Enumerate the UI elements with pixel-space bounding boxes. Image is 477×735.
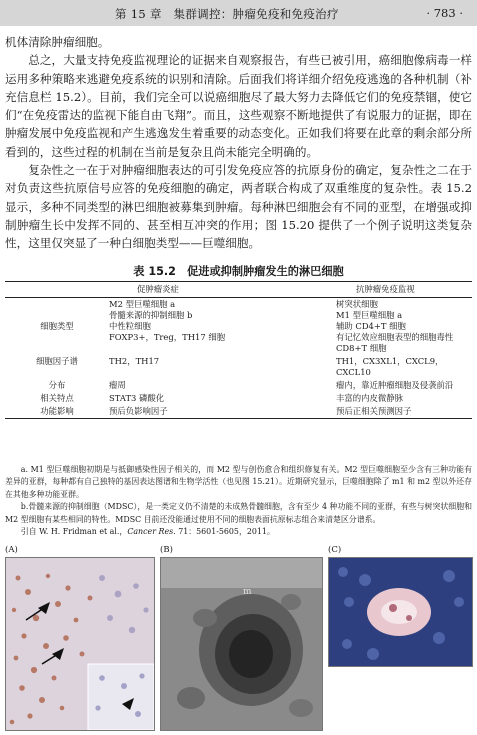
cell-line: FOXP3+，Treg，TH17 细胞 <box>109 332 226 342</box>
cell-line: 骨髓来源的抑制细胞 b <box>109 310 193 320</box>
header-anti-tumor: 抗肿瘤免疫监视 <box>304 282 472 298</box>
table-cell: 丰富的内皮微静脉 <box>336 393 403 403</box>
table-cell: 瘤周 <box>109 380 126 390</box>
cell-line: M2 型巨噬细胞 a <box>109 299 176 309</box>
table-title: 表 15.2 促进或抑制肿瘤发生的淋巴细胞 <box>133 265 344 278</box>
paragraph-2: 复杂性之一在于对肿瘤细胞表达的可引发免疫应答的抗原身份的确定，复杂性之二在于对负责这些抗原信号应答的免疫细胞的确定，两者联合构成了双重维度的复杂性。表 15.2 显示，多种不同类型的淋巴细胞被募集到肿瘤。每种淋巴细胞会有不同的亚型，在增强或抑制肿瘤生长中发挥不同的、甚至相互冲突的作用；图 15.20 提供了一个例子说明这类复杂性，这里仅突显了一种白细胞类型——巨噬细胞。 <box>5 163 472 251</box>
row-label: 细胞类型 <box>40 321 74 331</box>
panel-label-a: (A) <box>5 545 18 555</box>
citation <box>5 526 472 538</box>
row-label: 功能影响 <box>5 405 109 419</box>
table-row <box>5 392 472 405</box>
table-cell <box>109 298 304 356</box>
cell-line: 有记忆效应细胞表型的细胞毒性 CD8+T 细胞 <box>336 332 454 353</box>
cell-line: M1 型巨噬细胞 a <box>336 310 403 320</box>
micrograph-b-marker: m <box>243 587 252 597</box>
citation-prefix: 引自 W. H. Fridman et al.， <box>20 527 128 537</box>
row-label: 分布 <box>48 380 66 390</box>
citation-suffix: 71：5601-5605，2011。 <box>175 527 275 537</box>
header-blank <box>5 282 109 298</box>
paragraph-0: 机体清除肿瘤细胞。 <box>5 35 110 49</box>
panel-label-b: (B) <box>160 545 173 555</box>
row-label: 相关特点 <box>40 393 74 403</box>
note-a: a. M1 型巨噬细胞初期是与抵御感染性因子相关的，而 M2 型与创伤愈合和组织修复有关。M2 型巨噬细胞至少含有三种功能有差异的亚群，每种都有自己独特的基因表达图谱和生物学活性（也见图 15.21）。近期研究显示，巨噬细胞除了 m1 和 m2 型以外还存在其他多种功能亚群。 <box>5 465 472 499</box>
citation-journal: Cancer Res. <box>127 527 176 537</box>
lymphocyte-table <box>5 281 472 419</box>
note-b: b.骨髓来源的抑制细胞（MDSC），是一类定义仍不清楚的未成熟骨髓细胞，含有至少 4 种功能不同的亚群，有些与树突状细胞和 M2 型细胞有某些相同的特性。MDSC 目前还没能通过使用不同的细胞表面抗原标志组合来清楚区分谱系。 <box>5 502 472 524</box>
page-number: · 783 · <box>426 6 463 20</box>
row-label: 细胞因子谱 <box>36 356 78 366</box>
cell-line: 中性粒细胞 <box>109 321 151 331</box>
table-cell: TH1，CX3XL1，CXCL9，CXCL10 <box>336 356 444 377</box>
table-cell: 预后负影响因子 <box>109 405 304 419</box>
table-cell: 瘤内，靠近肿瘤细胞及侵袭前沿 <box>336 380 454 390</box>
header-pro-tumor: 促肿瘤炎症 <box>109 282 304 298</box>
chapter-title: 第 15 章 集群调控：肿瘤免疫和免疫治疗 <box>115 7 339 21</box>
micrograph-a-image <box>6 558 154 730</box>
table-cell: TH2，TH17 <box>109 356 160 366</box>
table-cell: STAT3 磷酸化 <box>109 393 165 403</box>
body-text <box>5 33 472 253</box>
table-row <box>5 405 472 419</box>
cell-line: 辅助 CD4+T 细胞 <box>336 321 406 331</box>
micrograph-c-image <box>329 558 472 666</box>
table-row <box>5 355 472 379</box>
cell-line: 树突状细胞 <box>336 299 378 309</box>
micrograph-b-image <box>161 558 322 730</box>
table-cell: 预后正相关预测因子 <box>304 405 472 419</box>
paragraph-1: 总之，大量支持免疫监视理论的证据来自观察报告，有些已被引用，癌细胞像病毒一样运用多种策略来逃避免疫系统的识别和清除。后面我们将详细介绍免疫逃逸的各种机制（补充信息栏 15.2）。目前，我们完全可以说癌细胞尽了最大努力去降低它们的免疫禁锢，使它们“在免疫雷达的监视下能自由飞翔”。而且，这些观察不断地提供了有说服力的证据，即在肿瘤发展中免疫监视和产生逃逸发生着重要的动态变化。正如我们将要在此章的剩余部分所看到的，这些过程的机制在当前是复杂且尚未能完全明确的。 <box>5 53 472 159</box>
micrograph-b <box>160 557 323 731</box>
panel-label-c: (C) <box>328 545 342 555</box>
table-notes <box>5 464 472 538</box>
table-row <box>5 298 472 356</box>
micrograph-a <box>5 557 155 731</box>
micrograph-c <box>328 557 473 667</box>
running-header <box>0 0 477 26</box>
table-row <box>5 379 472 392</box>
table-cell <box>304 298 472 356</box>
